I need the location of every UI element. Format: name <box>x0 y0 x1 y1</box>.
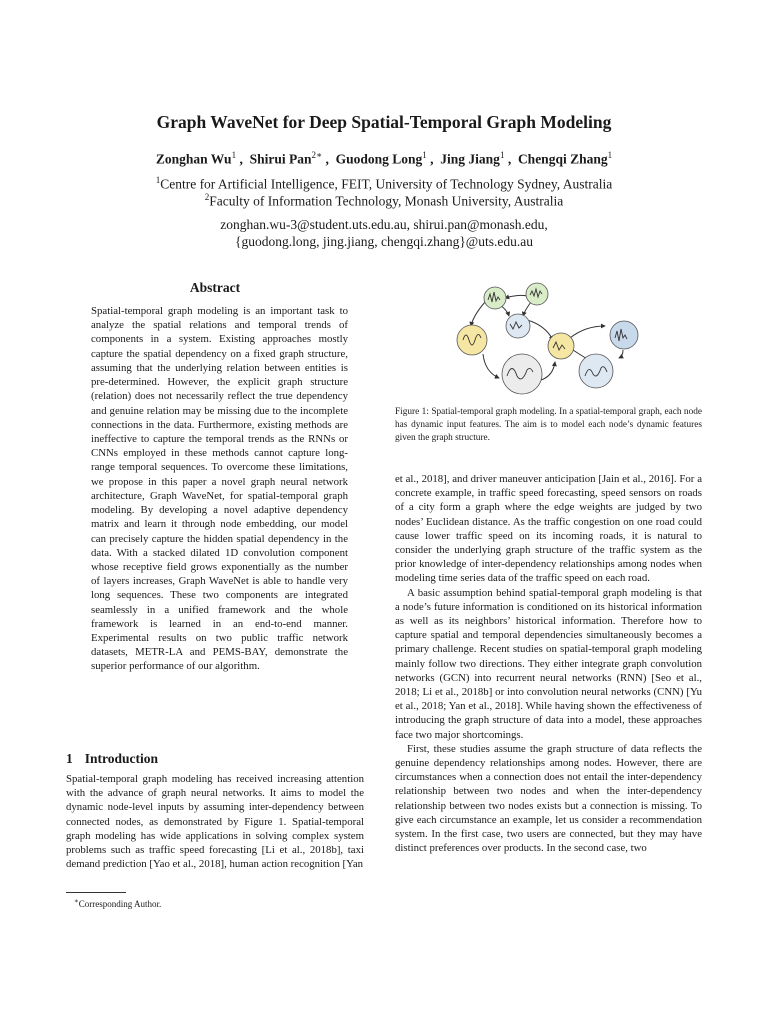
intro-paragraph: Spatial-temporal graph modeling has received increasing attention with the advance of graph neural networks. It aims to model the dynamic node-level inputs by assuming inter-dependency between connected nodes, as demonstrated by Figure 1. Spatial-temporal graph modeling has wide applications in solving complex system problems such as traffic speed forecasting [Li et al., 2018b], taxi demand prediction [Yao et al., 2018], human action recognition [Yan <box>66 773 364 871</box>
graph-edge <box>471 302 485 326</box>
intro-paragraph: et al., 2018], and driver maneuver anticipation [Jain et al., 2016]. For a concrete example, in traffic speed forecasting, speed sensors on roads of a city form a graph where the edge weights are judged by two nodes’ Euclidean distance. As the traffic congestion on one road could cause lower traffic speed on its incoming roads, it is natural to consider the underlying graph structure of the traffic system as the prior knowledge of inter-dependency relationships among nodes when modeling time series data of the traffic speed on each road. <box>395 473 702 585</box>
footnote-mark: ∗ <box>74 897 79 905</box>
email-line: {guodong.long, jing.jiang, chengqi.zhang}@uts.edu.au <box>235 234 533 249</box>
author-name: Zonghan Wu <box>155 151 232 167</box>
footnote <box>74 897 161 909</box>
footnote-text: Corresponding Author. <box>78 899 162 909</box>
graph-node <box>579 354 613 388</box>
intro-paragraph: First, these studies assume the graph structure of data reflects the genuine dependency relationships among nodes. However, there are circumstances when a connection does not entail the inter-dependency relationship between two nodes and when the inter-dependency relationship between two nodes exists but a connection is missing. To give each circumstance an example, let us consider a recommendation system. In the first case, two users are connected, but they may have distinct preferences over products. In the second case, two <box>395 742 702 855</box>
graph-node <box>610 321 638 349</box>
figure-caption: Figure 1: Spatial-temporal graph modeling. In a spatial-temporal graph, each node has dynamic input features. The aim is to model each node’s dynamic features given the graph structure. <box>395 407 702 444</box>
graph-edge <box>523 302 531 316</box>
graph-edge <box>619 350 623 358</box>
author-name: Shirui Pan <box>249 151 312 167</box>
section-heading <box>66 751 170 767</box>
footnote-rule <box>66 892 126 893</box>
graph-edge <box>505 295 527 298</box>
graph-edge <box>527 320 553 340</box>
affiliation-mark: 2 <box>204 192 210 202</box>
author-list: Zonghan Wu$^1$ , Shirui Pan$^{2∗}$ , Guodong Long$^1$ , Jing Jiang$^1$ , Chengqi Zhang$^1$ <box>155 150 613 167</box>
graph-edge <box>541 362 555 380</box>
author-name: Jing Jiang <box>440 151 500 167</box>
author-name: Guodong Long <box>335 151 423 167</box>
author-mark: 1 <box>422 150 427 160</box>
abstract-heading: Abstract <box>189 280 241 295</box>
abstract-text: Spatial-temporal graph modeling is an important task to analyze the spatial relations and temporal trends of components in a system. Existing approaches mostly capture the spatial dependency on a fixed graph structure, assuming that the underlying relation between entities is pre-determined. However, the explicit graph structure (relation) does not necessarily reflect the true dependency and genuine relation may be missing due to the incomplete connections in the data. Furthermore, existing methods are ineffective to capture the temporal trends as the RNNs or CNNs employed in these methods cannot capture long-range temporal sequences. To overcome these limitations, we propose in this paper a novel graph neural network architecture, Graph WaveNet, for spatial-temporal graph modeling. By developing a novel adaptive dependency matrix and learn it through node embedding, our model can precisely capture the hidden spatial dependency in the data. With a stacked dilated 1D convolution component whose receptive field grows exponentially as the number of layers increases, Graph WaveNet is able to handle very long sequences. These two components are integrated seamlessly in a unified framework and the whole framework is learned in an end-to-end manner. Experimental results on two public traffic network datasets, METR-LA and PEMS-BAY, demonstrate the superior performance of our algorithm. <box>91 305 348 673</box>
affiliation-text: Centre for Artificial Intelligence, FEIT, University of Technology Sydney, Australia <box>160 176 613 192</box>
author-mark: 1 <box>499 150 505 160</box>
author-mark: 1 <box>607 150 613 160</box>
graph-node <box>457 325 487 355</box>
author-mark: 2∗ <box>311 150 323 160</box>
affiliation <box>0 192 768 210</box>
intro-right-column <box>395 472 702 855</box>
affiliation-mark: 1 <box>155 175 161 185</box>
author-mark: 1 <box>231 150 237 160</box>
affiliation <box>0 175 768 193</box>
section-title: Introduction <box>84 751 159 766</box>
email-line: zonghan.wu-3@student.uts.edu.au, shirui.pan@monash.edu, <box>220 217 548 232</box>
graph-edge <box>483 354 499 378</box>
figure-graph-diagram <box>445 280 655 395</box>
author-name: Chengqi Zhang <box>517 151 608 167</box>
paper-title: Graph WaveNet for Deep Spatial-Temporal Graph Modeling <box>156 112 612 132</box>
graph-edge <box>570 326 605 338</box>
affiliation-text: Faculty of Information Technology, Monash University, Australia <box>209 193 564 209</box>
intro-paragraph: A basic assumption behind spatial-temporal graph modeling is that a node’s future information is conditioned on its historical information as well as its neighbors’ historical information. Therefore how to capture spatial and temporal dependencies simultaneously becomes a primary challenge. Recent studies on spatial-temporal graph modeling mainly follow two directions. They either integrate graph convolution networks (GCN) into recurrent neural networks (RNN) [Seo et al., 2018; Li et al., 2018b] or into convolution neural networks (CNN) [Yu et al., 2018; Yan et al., 2018]. While having shown the effectiveness of introducing the graph structure of data into a model, these approaches face two major shortcomings. <box>395 586 702 741</box>
section-number: 1 <box>66 751 73 766</box>
